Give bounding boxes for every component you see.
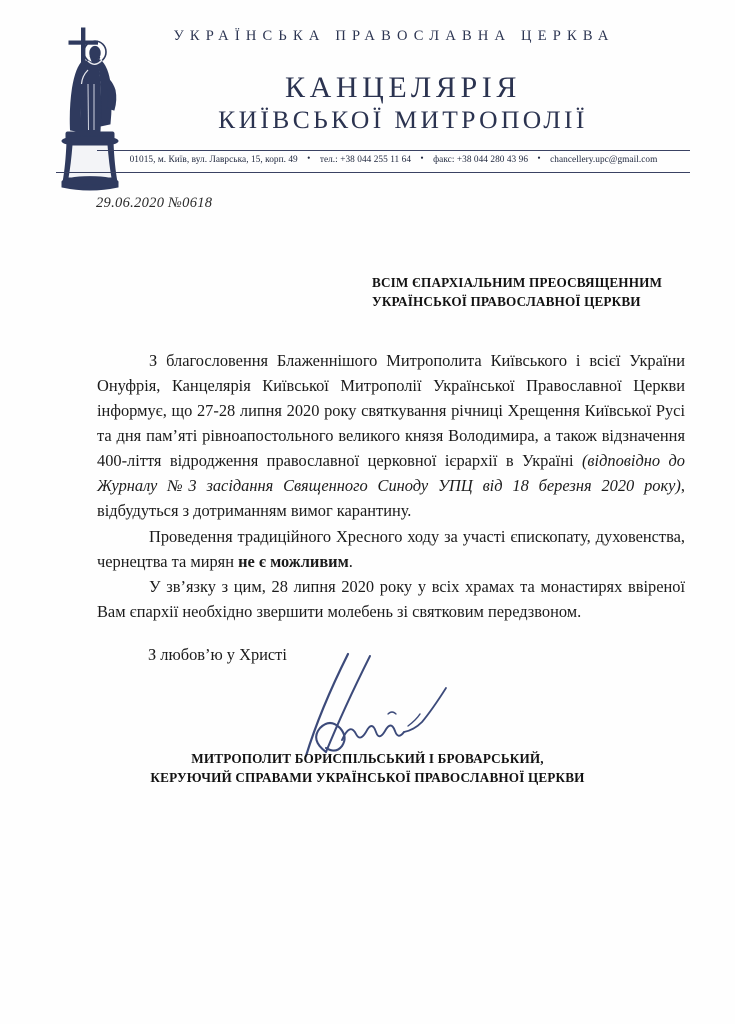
letterhead-title-line-2: КИЇВСЬКОЇ МИТРОПОЛІЇ bbox=[218, 105, 588, 135]
addressee-block bbox=[372, 274, 692, 311]
letterhead-rule-top bbox=[97, 150, 690, 151]
letterhead bbox=[0, 0, 735, 190]
contact-line bbox=[97, 154, 690, 165]
body-paragraph-1 bbox=[97, 349, 685, 524]
letterhead-title bbox=[118, 72, 688, 135]
handwritten-signature bbox=[296, 648, 486, 763]
letterhead-rule-bottom bbox=[56, 172, 690, 173]
contact-email: chancellery.upc@gmail.com bbox=[550, 155, 658, 165]
contact-phone: тел.: +38 044 255 11 64 bbox=[319, 155, 412, 165]
contact-address: 01015, м. Київ, вул. Лаврська, 15, корп. 49 bbox=[129, 155, 298, 165]
paragraph-2-part-1: Проведення традиційного Хресного ходу за участі єпископату, духовенства, чернецтва та мирян bbox=[97, 526, 685, 571]
paragraph-2-bold-emphasis: не є можливим bbox=[238, 551, 349, 571]
contact-fax: факс: +38 044 280 43 96 bbox=[433, 155, 529, 165]
paragraph-1-part-1: З благословення Блаженнішого Митрополита Київського і всієї України Онуфрія, Канцелярія Київської Митрополії Української Православної Церкви інформує, що 27-28 липня 2020 року святкування річниці Хрещення Київської Русі та дня пам’яті рівноапостольного великого князя Володимира, а також відзначення 400-ліття відродження православної церковної ієрархії в Україні bbox=[97, 351, 685, 470]
paragraph-1-italic-citation: (відповідно до Журналу №3 засідання Священного Синоду УПЦ від 18 березня 2020 року) bbox=[97, 450, 685, 495]
letterhead-title-line-1: КАНЦЕЛЯРІЯ bbox=[285, 71, 521, 104]
body-paragraph-3: У зв’язку з цим, 28 липня 2020 року у всіх храмах та монастирях ввіреної Вам єпархії необхідно звершити молебень зі святковим передзвоном. bbox=[97, 577, 685, 622]
contact-separator-1: • bbox=[307, 154, 311, 164]
contact-separator-2: • bbox=[420, 154, 424, 164]
paragraph-1-part-2: , відбудуться з дотриманням вимог карантину. bbox=[97, 475, 685, 520]
closing-salutation: З любов’ю у Христі bbox=[148, 645, 287, 664]
addressee-line-2: УКРАЇНСЬКОЇ ПРАВОСЛАВНОЇ ЦЕРКВИ bbox=[372, 293, 641, 309]
body-paragraph-2 bbox=[97, 525, 685, 575]
signatory-line-2: КЕРУЮЧИЙ СПРАВАМИ УКРАЇНСЬКОЇ ПРАВОСЛАВНОЇ ЦЕРКВИ bbox=[150, 769, 585, 785]
organization-name: УКРАЇНСЬКА ПРАВОСЛАВНА ЦЕРКВА bbox=[173, 28, 615, 44]
letter-body bbox=[97, 349, 685, 625]
addressee-line-1: ВСІМ ЄПАРХІАЛЬНИМ ПРЕОСВЯЩЕННИМ bbox=[372, 275, 663, 290]
signatory-title-block bbox=[0, 750, 735, 787]
contact-separator-3: • bbox=[537, 154, 541, 164]
reference-line: 29.06.2020 №0618 bbox=[96, 195, 213, 211]
signatory-line-1: МИТРОПОЛИТ БОРИСПІЛЬСЬКИЙ І БРОВАРСЬКИЙ, bbox=[191, 751, 544, 766]
paragraph-2-part-2: . bbox=[348, 551, 353, 571]
